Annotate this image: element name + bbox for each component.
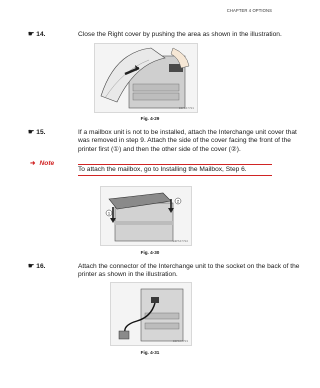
chapter-header: CHAPTER 4 OPTIONS: [226, 8, 272, 13]
connector-socket: [151, 297, 159, 303]
pointing-hand-icon: ☛: [28, 129, 35, 136]
figure-caption: Fig. 4-29: [140, 116, 160, 121]
step-text: Close the Right cover by pushing the area as shown in the illustration.: [78, 31, 282, 38]
printer-illustration: [111, 283, 191, 345]
printer-illustration: [95, 44, 197, 112]
note-heading: ➜ Note: [30, 160, 55, 167]
step-text: If a mailbox unit is not to be installed, attach the Interchange unit cover that was removed in step 9. Attach the side of the cover facing the front of the printer first (①) and then the other side of the cover (②).: [78, 129, 297, 153]
figure-close-right-cover: [94, 43, 198, 113]
callout-2: 2: [176, 198, 180, 204]
figure-caption: Fig. 4-30: [140, 250, 160, 255]
arrow-icon: ➜: [30, 160, 36, 167]
figure-code: EBPS47702: [172, 240, 188, 243]
note-rule-bottom: [78, 175, 272, 176]
note-text: To attach the mailbox, go to Installing the Mailbox, Step 6.: [78, 166, 247, 173]
pointing-hand-icon: ☛: [28, 31, 35, 38]
printer-illustration: [101, 187, 191, 245]
figure-interchange-cover: [100, 186, 192, 246]
figure-caption: Fig. 4-31: [140, 350, 160, 355]
step-number: ☛ 15.: [28, 129, 46, 136]
step-text: Attach the connector of the Interchange unit to the socket on the back of the printer as shown in the illustration.: [78, 263, 300, 279]
step-number: ☛ 14.: [28, 31, 46, 38]
callout-1: 1: [107, 210, 111, 216]
figure-code: EBPS47703: [172, 340, 188, 343]
figure-connector: [110, 282, 192, 346]
note-rule-top: [78, 164, 272, 165]
figure-code: EBPS47701: [178, 107, 194, 110]
pointing-hand-icon: ☛: [28, 263, 35, 270]
step-number: ☛ 16.: [28, 263, 46, 270]
